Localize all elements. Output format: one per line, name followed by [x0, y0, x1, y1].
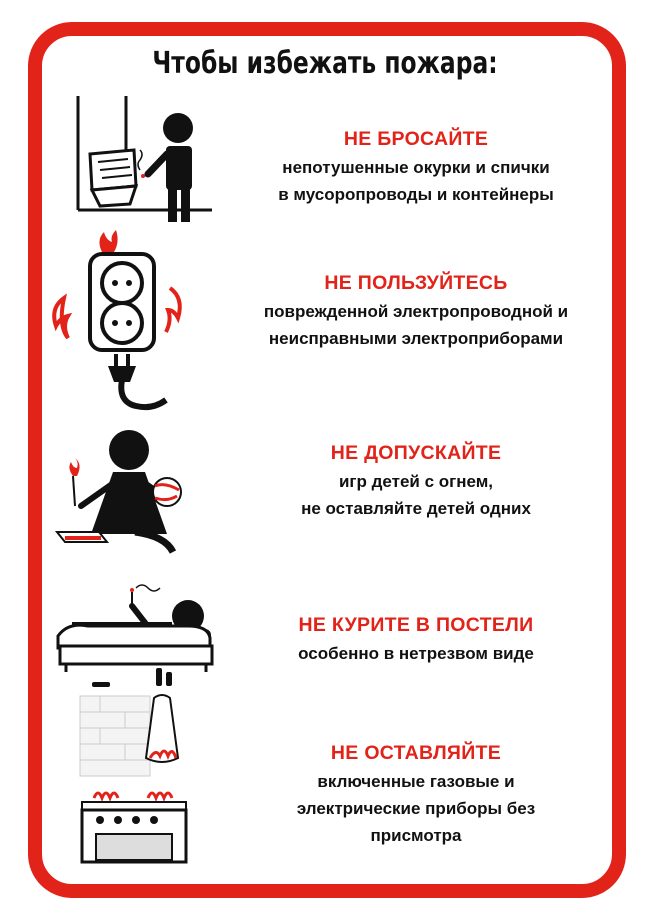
rule-5	[196, 738, 636, 849]
rule-1-heading: НЕ БРОСАЙТЕ	[343, 128, 489, 150]
smoking-in-bed-icon	[52, 572, 217, 697]
rule-2-line-1: поврежденной электропроводной и	[263, 302, 569, 321]
rule-2-line-2: неисправными электроприборами	[268, 329, 564, 348]
rule-3-line-2: не оставляйте детей одних	[301, 499, 531, 518]
poster-title: Чтобы избежать пожара:	[152, 46, 498, 81]
rule-1-line-1: непотушенные окурки и спички	[282, 158, 550, 177]
rule-5-line-1: включенные газовые и	[317, 772, 515, 791]
rule-4-heading: НЕ КУРИТЕ В ПОСТЕЛИ	[298, 614, 534, 636]
rule-3	[196, 438, 636, 522]
rule-5-heading: НЕ ОСТАВЛЯЙТЕ	[330, 742, 502, 764]
rule-2-heading: НЕ ПОЛЬЗУЙТЕСЬ	[324, 272, 508, 294]
rule-5-line-3: присмотра	[370, 826, 462, 845]
rule-5-line-2: электрические приборы без	[296, 799, 536, 818]
rule-4-line-1: особенно в нетрезвом виде	[298, 644, 534, 663]
rule-3-line-1: игр детей с огнем,	[338, 472, 494, 491]
rule-4	[196, 610, 636, 667]
rule-1-line-2: в мусоропроводы и контейнеры	[278, 185, 554, 204]
rule-3-heading: НЕ ДОПУСКАЙТЕ	[330, 442, 502, 464]
unattended-stove-icon	[70, 690, 200, 865]
burning-socket-plug-icon	[52, 228, 187, 413]
child-with-matches-icon	[55, 428, 190, 558]
rule-2	[196, 268, 636, 352]
rule-1	[196, 124, 636, 208]
